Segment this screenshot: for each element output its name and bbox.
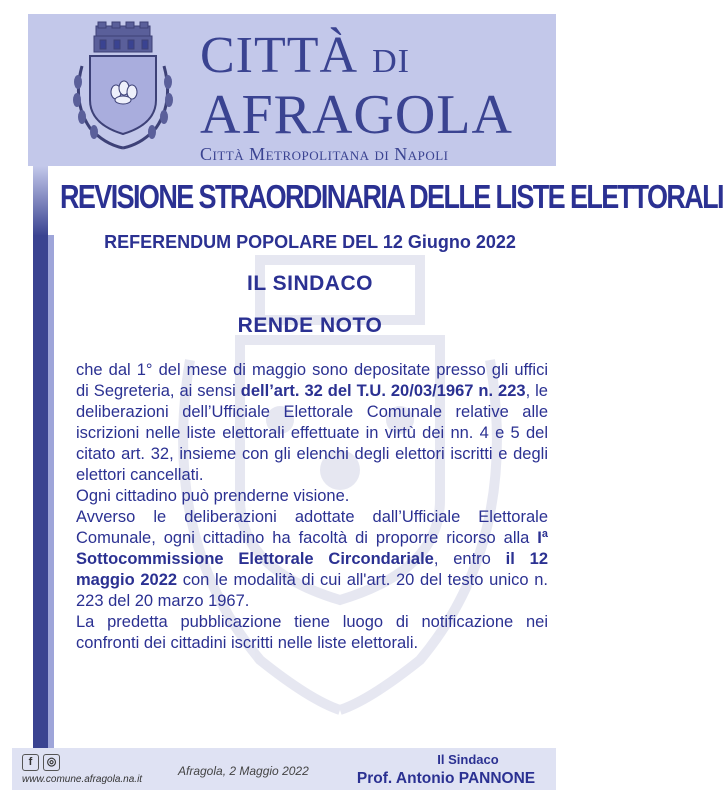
p1-text-c: , le deliberazioni dell’Ufficiale Elettorale Comunale relative alle iscrizioni nelle liste elettorali effettuate in virtù dei nn. 4 e 5 del citato art. 32, insieme con gli elenchi degli elettori iscritti e degli elettori cancellati. [76, 382, 548, 484]
notice-subheading: REFERENDUM POPOLARE DEL 12 Giugno 2022 [104, 232, 516, 252]
paragraph-3 [76, 507, 548, 612]
city-subtitle: Città Metropolitana di Napoli [200, 144, 449, 164]
instagram-icon[interactable]: ◎ [43, 754, 60, 771]
paragraph-4: La predetta pubblicazione tiene luogo di notificazione nei confronti dei cittadini iscritti nelle liste elettorali. [76, 613, 548, 652]
social-icons [22, 754, 60, 771]
decorative-left-bar [33, 235, 48, 751]
city-title-line1 [200, 27, 550, 88]
website-link[interactable]: www.comune.afragola.na.it [22, 774, 143, 785]
facebook-icon[interactable]: f [22, 754, 39, 771]
paragraph-1 [76, 360, 548, 486]
signer-role: Il Sindaco [437, 752, 499, 767]
decorative-strip [33, 166, 48, 236]
p1-text-a: che dal 1° del mese di maggio sono depositate presso gli uffici di Segreteria, ai sensi [76, 361, 548, 400]
announce-title: RENDE NOTO [237, 314, 383, 337]
notice-heading: REVISIONE STRAORDINARIA DELLE LISTE ELETTORALI [60, 178, 723, 216]
city-name-part1: CITTÀ [200, 27, 359, 84]
notice-body [76, 360, 548, 654]
notice-date: Afragola, 2 Maggio 2022 [178, 764, 309, 778]
p3-text-a: Avverso le deliberazioni adottate dall’Ufficiale Elettorale Comunale, ogni cittadino ha facoltà di proporre ricorso alla [76, 508, 548, 547]
city-name-di: DI [372, 43, 410, 80]
paragraph-2: Ogni cittadino può prenderne visione. [76, 487, 350, 505]
p3-deadline: il 12 maggio 2022 [76, 550, 548, 589]
p3-text-c: , entro [433, 550, 506, 568]
decorative-left-bar-light [48, 235, 54, 751]
signer-name: Prof. Antonio PANNONE [356, 770, 536, 787]
city-name-part2: AFRAGOLA [200, 84, 513, 146]
city-title [200, 27, 550, 165]
p3-text-e: con le modalità di cui all'art. 20 del testo unico n. 223 del 20 marzo 1967. [76, 571, 548, 610]
p1-law-reference: dell’art. 32 del T.U. 20/03/1967 n. 223 [240, 382, 526, 400]
city-crest-icon [68, 22, 178, 154]
authority-title: IL SINDACO [247, 272, 373, 295]
p3-commission: Iª Sottocommissione Elettorale Circondariale [76, 529, 548, 568]
